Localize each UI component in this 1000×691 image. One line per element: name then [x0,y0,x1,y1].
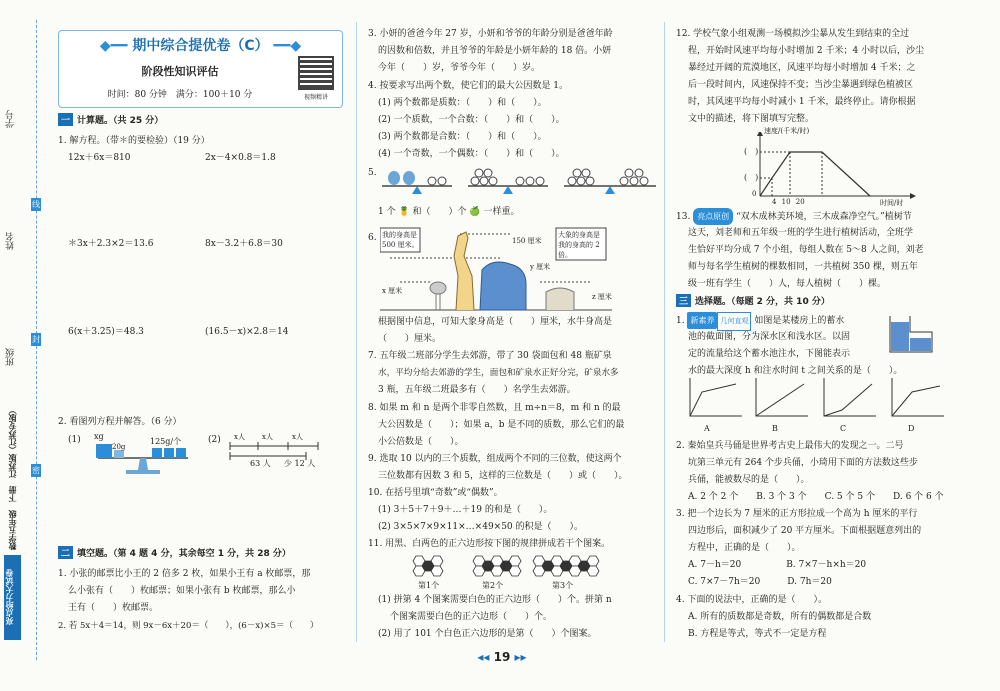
fruit-balance-figure [380,162,660,196]
page-subtitle: 阶段性知识评估 [141,65,219,78]
equation-1: 12x＋6x＝810 [68,153,131,163]
q6-label-150: 150 厘米 [512,237,542,245]
spine-seal-1: 线 [32,200,40,209]
c3-line-3: 方程中，正确的是（ ）。 [688,543,801,553]
spine-class: 班级 [6,348,16,366]
section-1-title: 计算题。（共 25 分） [77,116,164,126]
fig2-label-12: 少 12 人 [284,459,316,468]
c1-line-2: 池的截面图，分为深水区和浅水区。以固 [688,332,851,342]
fig1-number: (1) [68,435,81,445]
choice-graphs [684,376,954,422]
fig1-weight-x: xg [94,432,104,441]
page-title: ◆━━ 期中综合提优卷（C） ━━◆ [99,38,302,54]
q9-line-2: 三位数都有因数 3 和 5，这样的三位数是（ ）或（ ）。 [378,471,628,481]
graph-x-label: 时间/时 [880,199,904,207]
c4-option-b[interactable]: B. 方程是等式，等式不一定是方程 [688,629,827,639]
q3-line-1: 3. 小妍的爸爸今年 27 岁，小妍和爷爷的年龄分别是爸爸年龄 [368,29,613,39]
hex-label-2: 第2个 [482,581,504,590]
graph-origin: 0 [752,190,757,198]
fill-1-line-3: 王有（ ）枚邮票。 [68,603,159,613]
c1-line-4: 水的最大深度 h 和注水时间 t 之间关系的是（ ）。 [688,366,903,376]
q5-number: 5. [368,168,377,178]
geometry-tag: 几何直观 [717,312,751,331]
column-divider-1 [356,22,357,642]
fig2-label-x3: x人 [292,433,303,441]
section-3-title: 选择题。（每题 2 分，共 10 分） [695,297,830,307]
fig2-label-x1: x人 [234,433,245,441]
c1-text-1: 如图是某楼房上的蓄水 [754,316,845,326]
choice-a-label[interactable]: A [704,424,710,433]
q1-prompt: 1. 解方程。（带＊的要检验）（19 分） [58,136,210,146]
water-tank-figure [888,314,934,354]
q10-part-1: (1) 3＋5＋7＋9＋…＋19 的和是（ ）。 [378,505,553,515]
balance-scale-figure [88,430,198,476]
fill-1-line-2: 么小张有（ ）枚邮票；如果小张有 b 枚邮票，那么小 [68,586,296,596]
q4-part-3: (3) 两个数都是合数：（ ）和（ ）。 [378,132,547,142]
q13-line-1: 13. 亮点原创 “双木成林美环境，三木成森净空气。”植树节 [676,208,912,226]
q4-part-1: (1) 两个数都是质数：（ ）和（ ）。 [378,98,547,108]
c2-line-3: 兵俑，能被数尽的是（ ）。 [688,475,810,485]
fig2-label-63: 63 人 [250,459,271,468]
equation-5: 6(x＋3.25)＝48.3 [68,327,144,337]
q9-line-1: 9. 选取 10 以内的三个质数，组成两个不同的三位数，使这两个 [368,454,622,464]
equation-6: (16.5－x)×2.8＝14 [205,327,289,337]
q8-line-2: 大公因数是（ ）；如果 a，b 是不同的质数，那么它们的最 [378,420,625,430]
q11-part-2: (2) 用了 101 个白色正六边形的是第（ ）个图案。 [378,629,597,639]
q6-number: 6. [368,233,377,243]
q3-line-3: 今年（ ）岁，爷爷今年（ ）岁。 [378,63,541,73]
q6-bubble-elephant: 大象的身高是我的身高的 2 倍。 [558,231,600,259]
q12-line-4: 后一段时间内，风速保持不变；当沙尘暴遇到绿色植被区 [688,80,914,90]
hex-label-3: 第3个 [552,581,574,590]
spine-seal-3: 密 [32,466,40,475]
q11-prompt: 11. 用黑、白两色的正六边形按下图的规律拼成若干个图案。 [368,539,611,549]
q6-label-y: y 厘米 [530,263,551,271]
q3-line-2: 的因数和倍数，并且爷爷的年龄是小妍年龄的 18 倍。小妍 [378,46,612,56]
c3-options-cd[interactable]: C. 7×7－7h＝20 D. 7h＝20 [688,577,832,587]
new-literacy-tag: 新素养 [687,312,717,329]
graph-blank-2[interactable]: ( ) [744,173,759,182]
q6-label-z: z 厘米 [592,293,612,301]
section-1-mark: 一 [58,113,73,126]
hex-label-1: 第1个 [418,581,440,590]
qr-code[interactable] [298,56,334,90]
q12-line-3: 暴经过开阔的荒漠地区，风速平均每小时增加 4 千米；之 [688,63,916,73]
equation-3: ＊3x＋2.3×2＝13.6 [68,239,154,249]
choice-b-label[interactable]: B [772,424,778,433]
section-2-mark: 二 [58,546,73,559]
fill-2: 2. 若 5x＋4＝14，则 9x－6x＋20＝（ ），(6－x)×5＝（ ） [58,621,319,631]
section-3-mark: 三 [676,294,691,307]
graph-y-label: 速度/(千米/时) [764,127,810,135]
equation-4: 8x－3.2＋6.8＝30 [205,239,283,249]
c1-line-1: 1. 新素养 几何直观 如图是某楼房上的蓄水 [676,312,844,331]
q13-text-1: “双木成林美环境，三木成森净空气。”植树节 [736,212,912,222]
c4-option-a[interactable]: A. 所有的质数都是奇数，所有的偶数都是合数 [688,612,872,622]
next-arrow-icon: ▸▸ [514,650,527,664]
page-number: ◂◂ 19 ▸▸ [477,650,527,664]
q11-part-1b: 个图案需要白色的正六边形（ ）个。 [390,612,553,622]
q8-line-1: 8. 如果 m 和 n 是两个非零自然数，且 m÷n＝8，m 和 n 的最 [368,403,621,413]
q10-prompt: 10. 在括号里填“奇数”或“偶数”。 [368,488,503,498]
fig1-weight-20: 20g [112,443,126,451]
q7-line-2: 水，平均分给去郊游的学生，面包和矿泉水正好分完，矿泉水多 [378,368,619,378]
q11-part-1: (1) 拼第 4 个图案需要白色的正六边形（ ）个。拼第 n [378,595,612,605]
q12-line-6: 文中的描述，将下图填写完整。 [688,114,815,124]
q6-answer-2: （ ）厘米。 [378,334,442,344]
section-1-heading [58,113,163,126]
fig2-label-x2: x人 [262,433,273,441]
q12-line-5: 时，其风速平均每小时减小 1 千米，最终停止。请你根据 [688,97,916,107]
equation-2: 2x－4×0.8＝1.8 [205,153,276,163]
column-divider-2 [664,22,665,642]
q10-part-2: (2) 3×5×7×9×11×…×49×50 的积是（ ）。 [378,522,584,532]
choice-c-label[interactable]: C [840,424,847,433]
q2-prompt: 2. 看图列方程并解答。（6 分） [58,417,182,427]
wind-speed-graph [740,132,920,204]
c1-line-3: 定的流量给这个蓄水池注水，下图能表示 [688,349,851,359]
q13-line-3: 生恰好平均分成 7 个小组，每组人数在 5～8 人之间，刘老 [688,245,924,255]
spine-name: 姓名 [6,232,16,250]
graph-x-ticks: 4 10 20 [772,198,805,206]
c3-line-1: 3. 把一个边长为 7 厘米的正方形拉成一个高为 h 厘米的平行 [676,509,918,519]
c2-options[interactable]: A. 2 个 2 个 B. 3 个 3 个 C. 5 个 5 个 D. 6 个 6 个 [688,492,944,502]
original-tag: 亮点原创 [693,208,733,225]
c3-options-ab[interactable]: A. 7－h＝20 B. 7×7－h×h＝20 [688,560,867,570]
exam-time: 时间：80 分钟 满分：100＋10 分 [107,90,253,100]
q4-part-4: (4) 一个奇数，一个偶数：（ ）和（ ）。 [378,149,565,159]
q13-line-5: 级一班有学生（ ）人，每人植树（ ）棵。 [688,279,887,289]
q4-prompt: 4. 按要求写出两个数，使它们的最大公因数是 1。 [368,81,569,91]
q12-line-2: 程，开始时风速平均每小时增加 2 千米；4 小时以后，沙尘 [688,46,925,56]
graph-blank-1[interactable]: ( ) [744,147,759,156]
q13-line-2: 这天，刘老师和五年级一班的学生进行植树活动，全班学 [688,228,914,238]
fig1-unit-weight: 125g/个 [150,437,182,446]
q6-answer-1: 根据图中信息，可知大象身高是（ ）厘米，水牛身高是 [378,317,613,327]
spine-brand: 亮点给力大试卷 [4,555,21,640]
spine-seal-2: 封 [32,335,40,344]
section-2-title: 填空题。（第 4 题 4 分，其余每空 1 分，共 28 分） [77,549,291,559]
q4-part-2: (2) 一个质数，一个合数：（ ）和（ ）。 [378,115,565,125]
q12-line-1: 12. 学校气象小组观测一场模拟沙尘暴从发生到结束的全过 [676,29,910,39]
hexagon-pattern-figure [410,552,600,580]
choice-d-label[interactable]: D [908,424,915,433]
c3-line-2: 四边形后，面积减少了 20 平方厘米。下面根据题意列出的 [688,526,922,536]
q6-bubble-giraffe: 我的身高是 500 厘米。 [382,231,419,249]
q5-answer: 1 个 🍍 和（ ）个 🍏 一样重。 [378,207,520,217]
q13-line-4: 师与每名学生植树的棵数相同，一共植树 350 棵，则五年 [688,262,918,272]
qr-label: 视频精讲 [303,94,328,101]
prev-arrow-icon: ◂◂ [477,650,490,664]
q7-line-1: 7. 五年级二班部分学生去郊游，带了 30 袋面包和 48 瓶矿泉 [368,351,612,361]
section-3-heading [676,294,830,307]
fig2-number: (2) [208,435,221,445]
c4-prompt: 4. 下面的说法中，正确的是（ ）。 [676,595,827,605]
c2-line-2: 坑第三单元有 264 个步兵俑，小琦用下面的方法数这些步 [688,458,918,468]
spine-book: 数学五年级 下册 江苏版（江苏专版） [8,406,17,550]
q6-label-x: x 厘米 [382,287,403,295]
spine-school-id: 学号 [6,110,16,128]
c2-line-1: 2. 秦始皇兵马俑是世界考古史上最伟大的发现之一。二号 [676,441,904,451]
fill-1-line-1: 1. 小张的邮票比小王的 2 倍多 2 枚，如果小王有 a 枚邮票，那 [58,569,311,579]
q8-line-3: 小公倍数是（ ）。 [378,437,464,447]
section-2-heading [58,546,291,559]
q7-line-3: 3 瓶，五年级二班最多有（ ）名学生去郊游。 [378,385,576,395]
